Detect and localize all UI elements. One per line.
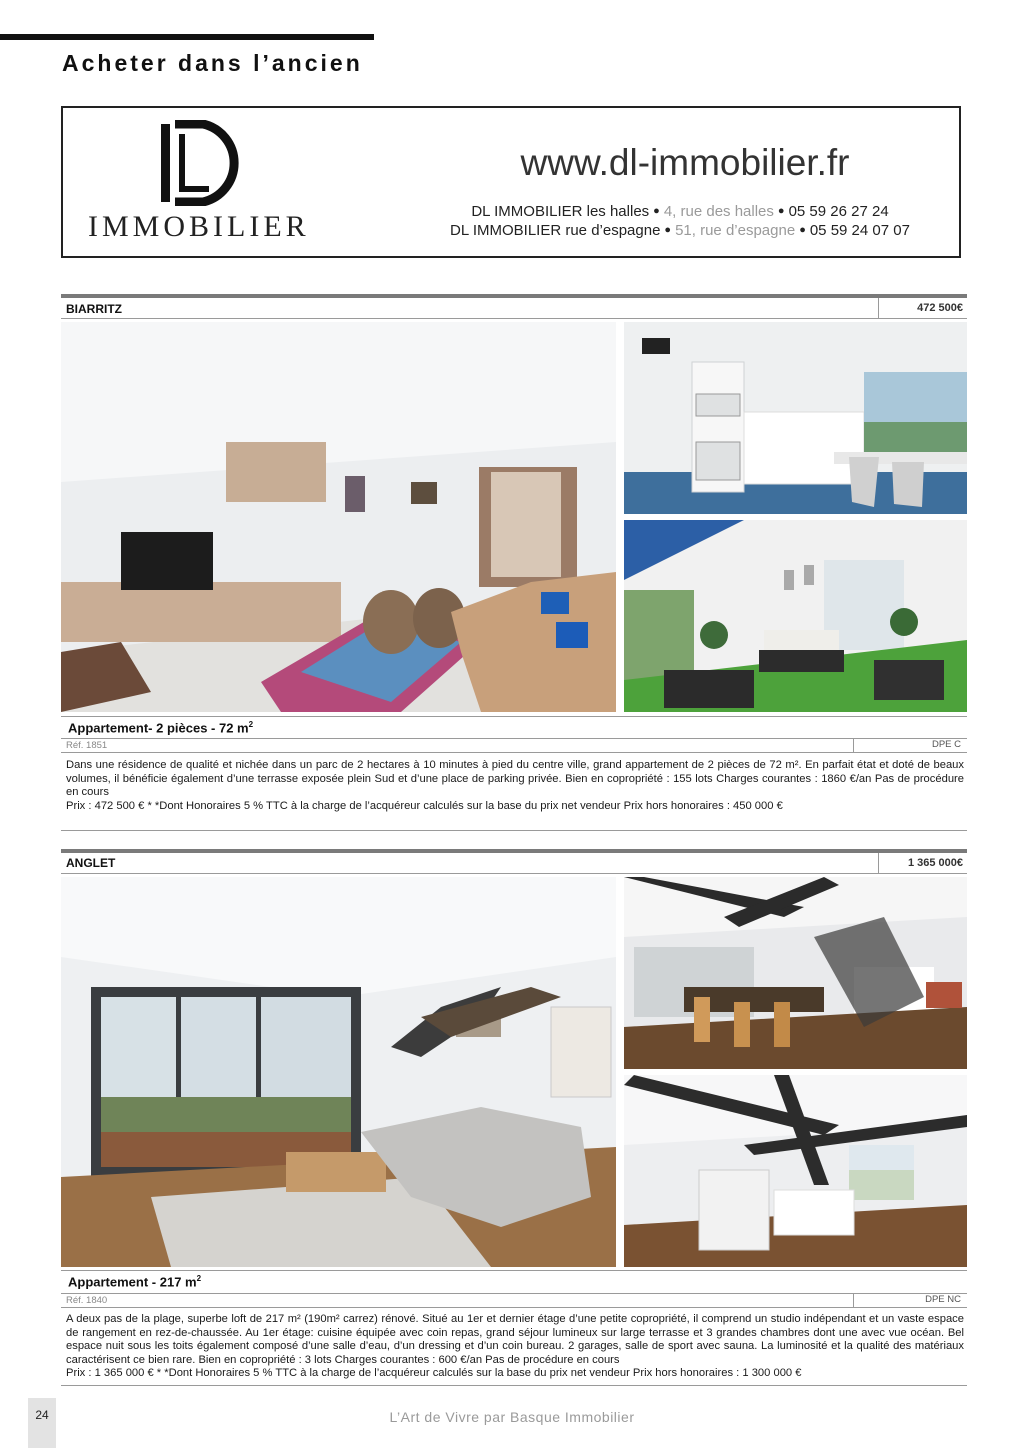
office-name: DL IMMOBILIER les halles (471, 203, 650, 220)
office-name: DL IMMOBILIER rue d’espagne (450, 222, 661, 239)
bullet-icon: ● (799, 224, 806, 236)
listing-rule (61, 294, 967, 298)
listing-photo-living-room[interactable] (61, 322, 616, 712)
header-rule (0, 34, 374, 40)
listing-photo-dining-stairs[interactable] (624, 877, 967, 1069)
dl-logo-icon (155, 120, 251, 206)
office-phone[interactable]: 05 59 24 07 07 (809, 222, 910, 239)
property-title: Appartement- 2 pièces - 72 $m^2$ (68, 720, 254, 736)
bullet-icon: ● (653, 205, 660, 217)
listing-photo-terrace[interactable] (624, 520, 967, 712)
footer-tagline: L’Art de Vivre par Basque Immobilier (389, 1409, 635, 1425)
section-title: Acheter dans l’ancien (62, 50, 363, 76)
logo-wordmark: IMMOBILIER (88, 210, 310, 243)
listing-end-rule (61, 1385, 967, 1386)
listing-price: 1 365 000€ (878, 853, 967, 873)
folio-tab (28, 1398, 56, 1448)
page-number: 24 (35, 1408, 49, 1422)
property-description (66, 759, 964, 813)
listing-city: ANGLET (66, 856, 116, 870)
listing-rule (61, 873, 967, 874)
property-description (66, 1313, 964, 1381)
price-details: Prix : 472 500 € * *Dont Honoraires 5 % TTC à la charge de l’acquéreur calculés sur la base du prix net vendeur Prix hors honoraires : 450 000 € (66, 799, 783, 812)
office-line (420, 203, 940, 220)
office-line (420, 222, 940, 239)
ref-row (61, 1293, 967, 1308)
listing-photo-bedroom[interactable] (624, 1075, 967, 1267)
bullet-icon: ● (777, 205, 785, 217)
office-address: 51, rue d’espagne (675, 222, 796, 239)
price-details: Prix : 1 365 000 € * *Dont Honoraires 5 % TTC à la charge de l’acquéreur calculés sur la base du prix net vendeur Prix hors honoraires : 1 300 000 € (66, 1367, 802, 1380)
property-dpe: DPE C (853, 738, 967, 753)
description-text: Dans une résidence de qualité et nichée dans un parc de 2 hectares à 10 minutes à pied du centre ville, grand appartement de 2 pièces de 72 m². En parfait état et doté de beaux volumes, il bénéficie également d’une terrasse exposée plein Sud et d’une place de parking privée. Bien en copropriété : 155 lots Charges courantes : 1860 €/an Pas de procédure en cours (66, 759, 964, 799)
listing-rule (61, 1270, 967, 1271)
office-phone[interactable]: 05 59 26 27 24 (788, 203, 889, 220)
property-ref: Réf. 1851 (66, 740, 108, 751)
description-text: A deux pas de la plage, superbe loft de 217 m² (190m² carrez) rénové. Situé au 1er et dernier étage d’une petite copropriété, il comprend un studio indépendant et un vaste espace de rangement en rez-de-chaussée. Au 1er étage: cuisine équipée avec coin repas, grand séjour lumineux sur large terrasse et 3 grandes chambres dont une avec vue océan. Bel espace nuit sous les toits également composé d’une salle d’eau, d’un dressing et d’un coin bureau. 2 garages, salle de sport avec sauna. La luminosité et la qualité des matériaux caractérisent ce bien rare. Bien en copropriété : 3 lots Charges courantes : 600 €/an Pas de procédure en cours (66, 1313, 964, 1366)
bullet-icon: ● (664, 224, 672, 236)
office-address: 4, rue des halles (663, 203, 774, 220)
listing-rule (61, 318, 967, 319)
listing-rule (61, 849, 967, 853)
agency-website-link[interactable]: www.dl-immobilier.fr (520, 142, 850, 183)
property-ref: Réf. 1840 (66, 1295, 108, 1306)
listing-photo-loft-living[interactable] (61, 877, 616, 1267)
property-dpe: DPE NC (853, 1293, 967, 1308)
listing-photo-kitchen[interactable] (624, 322, 967, 514)
listing-price: 472 500€ (878, 298, 967, 318)
listing-rule (61, 716, 967, 717)
listing-city: BIARRITZ (66, 302, 122, 316)
listing-end-rule (61, 830, 967, 831)
ref-row (61, 738, 967, 753)
property-title: Appartement - 217 $m^2$ (68, 1274, 202, 1290)
